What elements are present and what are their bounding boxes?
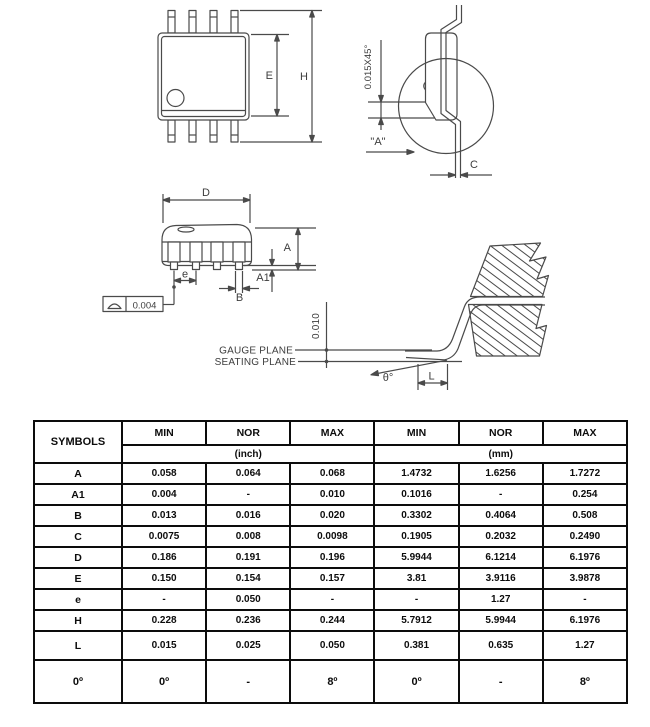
a1-label: A1 xyxy=(256,272,270,284)
b-label: B xyxy=(235,292,244,304)
e-body-label: E xyxy=(265,70,273,82)
detail-a-label: "A" xyxy=(370,136,386,148)
side-detail-view xyxy=(363,5,494,178)
value-cell: 1.27 xyxy=(543,631,627,660)
table-row-L xyxy=(34,631,627,660)
value-cell: 5.7912 xyxy=(374,610,458,631)
symbol-cell: E xyxy=(34,568,122,589)
l-label: L xyxy=(428,370,435,383)
symbol-cell: e xyxy=(34,589,122,610)
value-cell: 0.064 xyxy=(206,463,290,484)
dimension-table-wrap xyxy=(33,420,628,704)
seating-plane-label: SEATING PLANE xyxy=(214,357,296,368)
value-cell: 0.236 xyxy=(206,610,290,631)
value-cell: 0.010 xyxy=(290,484,374,505)
value-cell: 0.244 xyxy=(290,610,374,631)
value-cell: 0.025 xyxy=(206,631,290,660)
col-header-nor-inch: NOR xyxy=(206,421,290,445)
value-cell: - xyxy=(290,589,374,610)
h-label: H xyxy=(300,71,308,83)
table-row-theta xyxy=(34,660,627,703)
table-row-H xyxy=(34,610,627,631)
symbol-cell: B xyxy=(34,505,122,526)
value-cell: 0.013 xyxy=(122,505,206,526)
offset-0010-label: 0.010 xyxy=(311,312,322,340)
value-cell: 0.228 xyxy=(122,610,206,631)
value-cell: - xyxy=(122,589,206,610)
dim-A xyxy=(255,228,316,270)
value-cell: 0.3302 xyxy=(374,505,458,526)
value-cell: 5.9944 xyxy=(374,547,458,568)
value-cell: 8º xyxy=(543,660,627,703)
value-cell: - xyxy=(206,660,290,703)
theta-label: θ° xyxy=(382,372,394,384)
symbol-cell: C xyxy=(34,526,122,547)
value-cell: 0.015 xyxy=(122,631,206,660)
col-header-min-mm: MIN xyxy=(374,421,458,445)
dim-D xyxy=(163,187,250,223)
dim-B xyxy=(219,271,259,304)
lead-detail-view xyxy=(215,235,650,390)
value-cell: 0.508 xyxy=(543,505,627,526)
value-cell: 3.9878 xyxy=(543,568,627,589)
chamfer-label: 0.015X45° xyxy=(363,44,374,90)
flatness-value: 0.004 xyxy=(132,300,157,312)
value-cell: 0.020 xyxy=(290,505,374,526)
value-cell: 0.008 xyxy=(206,526,290,547)
a-label: A xyxy=(283,242,291,254)
symbol-cell: 0º xyxy=(34,660,122,703)
value-cell: 0.050 xyxy=(290,631,374,660)
symbol-cell: A1 xyxy=(34,484,122,505)
symbol-cell: A xyxy=(34,463,122,484)
symbol-cell: L xyxy=(34,631,122,660)
dim-E xyxy=(251,35,289,117)
dim-H xyxy=(240,11,322,143)
value-cell: 0.4064 xyxy=(459,505,543,526)
col-header-max-inch: MAX xyxy=(290,421,374,445)
col-header-max-mm: MAX xyxy=(543,421,627,445)
gauge-plane-label: GAUGE PLANE xyxy=(219,345,293,357)
dim-theta xyxy=(371,360,447,384)
value-cell: 6.1976 xyxy=(543,547,627,568)
flatness-callout xyxy=(103,285,176,311)
table-row-E xyxy=(34,568,627,589)
table-row-C xyxy=(34,526,627,547)
value-cell: 0.016 xyxy=(206,505,290,526)
body-section-hatch xyxy=(308,235,650,363)
value-cell: 8º xyxy=(290,660,374,703)
table-row-B xyxy=(34,505,627,526)
table-unit-row xyxy=(34,445,627,463)
d-label: D xyxy=(202,187,210,199)
value-cell: 0.186 xyxy=(122,547,206,568)
value-cell: 0.1016 xyxy=(374,484,458,505)
dim-L xyxy=(418,364,448,390)
value-cell: - xyxy=(543,589,627,610)
value-cell: 0.635 xyxy=(459,631,543,660)
value-cell: 0.196 xyxy=(290,547,374,568)
value-cell: 0.191 xyxy=(206,547,290,568)
value-cell: 0.0075 xyxy=(122,526,206,547)
top-view-pins-top xyxy=(168,11,238,34)
c-label: C xyxy=(470,159,478,171)
value-cell: 1.4732 xyxy=(374,463,458,484)
value-cell: 0º xyxy=(374,660,458,703)
col-header-min-inch: MIN xyxy=(122,421,206,445)
value-cell: 0.2032 xyxy=(459,526,543,547)
table-row-e xyxy=(34,589,627,610)
value-cell: 1.7272 xyxy=(543,463,627,484)
col-header-nor-mm: NOR xyxy=(459,421,543,445)
top-view xyxy=(158,11,322,143)
symbol-cell: D xyxy=(34,547,122,568)
value-cell: 0.004 xyxy=(122,484,206,505)
value-cell: - xyxy=(374,589,458,610)
dimension-table xyxy=(33,420,628,704)
value-cell: 0.150 xyxy=(122,568,206,589)
value-cell: 0.1905 xyxy=(374,526,458,547)
value-cell: 6.1214 xyxy=(459,547,543,568)
table-row-A xyxy=(34,463,627,484)
value-cell: 0.058 xyxy=(122,463,206,484)
table-row-D xyxy=(34,547,627,568)
unit-header-mm: (mm) xyxy=(374,445,627,463)
value-cell: 3.81 xyxy=(374,568,458,589)
top-view-body xyxy=(158,33,249,120)
value-cell: 0.254 xyxy=(543,484,627,505)
value-cell: 0.068 xyxy=(290,463,374,484)
value-cell: - xyxy=(459,660,543,703)
table-row-A1 xyxy=(34,484,627,505)
value-cell: 0.154 xyxy=(206,568,290,589)
value-cell: 1.27 xyxy=(459,589,543,610)
value-cell: 1.6256 xyxy=(459,463,543,484)
value-cell: - xyxy=(206,484,290,505)
value-cell: 3.9116 xyxy=(459,568,543,589)
value-cell: 0º xyxy=(122,660,206,703)
unit-header-inch: (inch) xyxy=(122,445,374,463)
symbols-header: SYMBOLS xyxy=(34,421,122,463)
value-cell: 0.157 xyxy=(290,568,374,589)
value-cell: 0.050 xyxy=(206,589,290,610)
value-cell: 0.381 xyxy=(374,631,458,660)
dim-0010 xyxy=(311,302,328,368)
front-view xyxy=(103,187,316,312)
symbol-cell: H xyxy=(34,610,122,631)
top-view-pins-bottom xyxy=(168,120,238,142)
value-cell: 0.2490 xyxy=(543,526,627,547)
detail-callout-A xyxy=(366,136,414,154)
value-cell: 6.1976 xyxy=(543,610,627,631)
value-cell: 5.9944 xyxy=(459,610,543,631)
value-cell: 0.0098 xyxy=(290,526,374,547)
value-cell: - xyxy=(459,484,543,505)
dim-e xyxy=(174,269,196,288)
e-pitch-label: e xyxy=(181,268,189,281)
table-header-row xyxy=(34,421,627,445)
